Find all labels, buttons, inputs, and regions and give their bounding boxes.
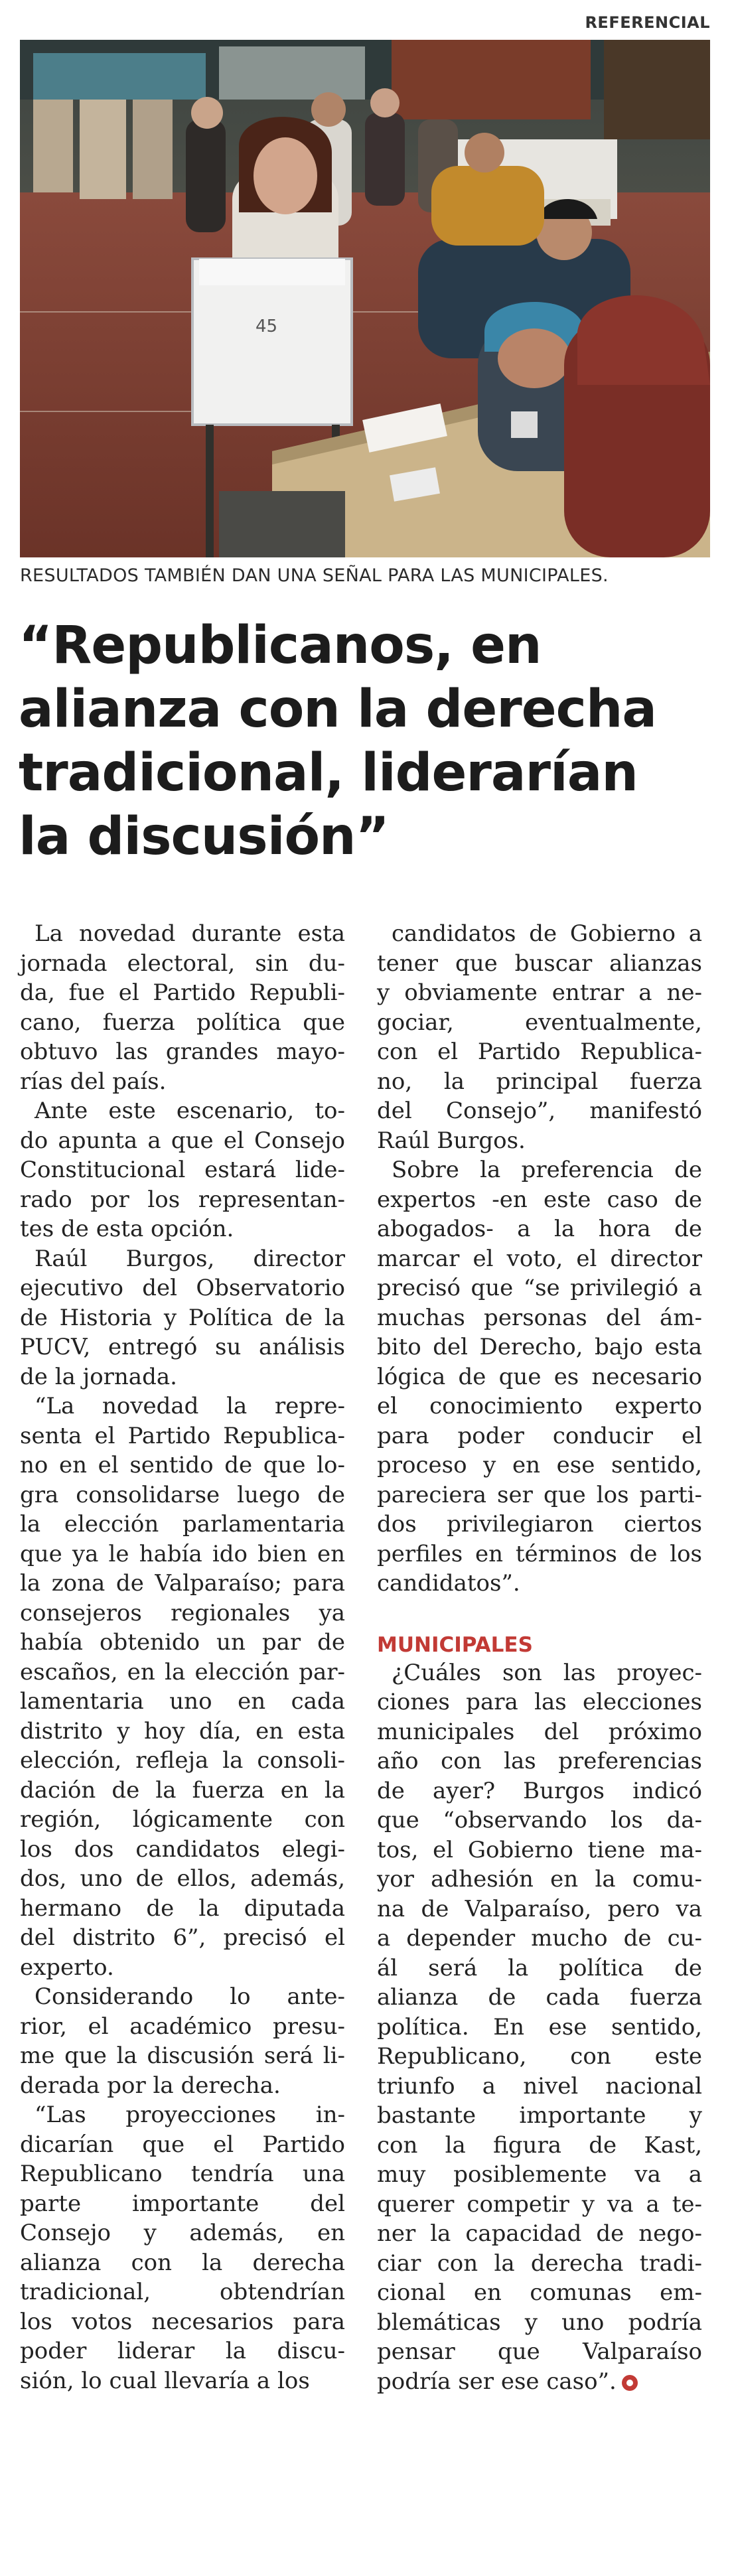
text-line: muchas personas del ám-	[377, 1304, 702, 1331]
text-line: los dos candidatos elegi-	[20, 1835, 345, 1863]
headline-line: alianza con la derecha	[19, 680, 656, 739]
article-paragraph	[20, 1096, 345, 1244]
text-line: región, lógicamente con	[20, 1806, 345, 1833]
text-line: abogados- a la hora de	[377, 1216, 702, 1242]
text-line: consejeros regionales ya	[20, 1599, 345, 1626]
text-line: distrito y hoy día, en esta	[20, 1717, 345, 1745]
text-line: “La novedad la repre-	[35, 1393, 345, 1419]
text-line: y obviamente entrar a ne-	[377, 979, 702, 1006]
text-line: a depender mucho de cu-	[377, 1925, 702, 1952]
text-line: de Historia y Política de la	[20, 1304, 345, 1331]
text-line: Raúl Burgos, director	[35, 1245, 345, 1272]
section-subhead: MUNICIPALES	[377, 1632, 533, 1657]
text-line: rías del país.	[20, 1068, 167, 1095]
text-line: Considerando lo ante-	[35, 1983, 345, 2010]
text-line: la zona de Valparaíso; para	[20, 1570, 345, 1597]
text-line: muy posiblemente va a	[377, 2161, 702, 2188]
text-line: cional en comunas em-	[377, 2279, 702, 2306]
text-line: Republicano, con este	[377, 2043, 702, 2070]
text-line: da, fue el Partido Republi-	[20, 979, 345, 1006]
article-column-right	[377, 919, 702, 2396]
text-line: con el Partido Republica-	[377, 1038, 702, 1065]
text-line: lamentaria uno en cada	[20, 1688, 345, 1715]
text-line: bito del Derecho, bajo esta	[377, 1334, 702, 1360]
text-line: no, la principal fuerza	[377, 1068, 702, 1095]
headline-line: tradicional, liderarían	[19, 743, 638, 803]
ballot-box-number: 45	[256, 317, 278, 336]
text-line: La novedad durante esta	[35, 920, 345, 947]
text-line: rior, el académico presu-	[20, 2013, 345, 2040]
text-line: na de Valparaíso, pero va	[377, 1895, 702, 1922]
article-paragraph	[20, 2100, 345, 2396]
text-line: tos, el Gobierno tiene ma-	[377, 1836, 702, 1863]
text-line: ejecutivo del Observatorio	[20, 1275, 345, 1301]
text-line: hermano de la diputada	[20, 1895, 345, 1922]
polling-station-photo	[20, 40, 710, 557]
article-paragraph	[377, 1658, 702, 2397]
text-line: gociar, eventualmente,	[377, 1009, 702, 1036]
text-line: marcar el voto, el director	[377, 1245, 702, 1272]
text-line: de ayer? Burgos indicó	[377, 1777, 702, 1804]
photo-caption: RESULTADOS TAMBIÉN DAN UNA SEÑAL PARA LAS MUNICIPALES.	[20, 565, 609, 586]
text-line: tradicional, obtendrían	[20, 2279, 345, 2305]
text-line: escaños, en la elección par-	[20, 1658, 345, 1685]
text-line: podría ser ese caso”.	[377, 2367, 702, 2397]
text-line: del Consejo”, manifestó	[377, 1098, 702, 1124]
text-line: política. En ese sentido,	[377, 2013, 702, 2040]
text-line: había obtenido un par de	[20, 1629, 345, 1656]
text-line: dos, uno de ellos, además,	[20, 1865, 345, 1892]
text-line: que “observando los da-	[377, 1807, 702, 1833]
text-line: jornada electoral, sin du-	[20, 950, 345, 977]
text-line: proceso y en ese sentido,	[377, 1452, 702, 1478]
text-line: año con las preferencias	[377, 1748, 702, 1774]
text-line: derada por la derecha.	[20, 2072, 281, 2099]
source-label: REFERENCIAL	[585, 13, 710, 32]
text-line: dos privilegiaron ciertos	[377, 1511, 702, 1538]
text-line: blemáticas y uno podría	[377, 2309, 702, 2336]
text-line: perfiles en términos de los	[377, 1540, 702, 1567]
text-line: parte importante del	[20, 2190, 345, 2217]
text-line: gra consolidarse luego de	[20, 1481, 345, 1508]
text-line: los votos necesarios para	[20, 2308, 345, 2335]
text-line: ciar con la derecha tradi-	[377, 2250, 702, 2277]
text-line: bastante importante y	[377, 2102, 702, 2129]
text-line: dicarían que el Partido	[20, 2131, 345, 2158]
text-line: tes de esta opción.	[20, 1216, 234, 1242]
text-line: ál será la política de	[377, 1954, 702, 1981]
text-line: Consejo y además, en	[20, 2220, 345, 2246]
text-line: experto.	[20, 1954, 114, 1981]
text-line: querer competir y va a te-	[377, 2190, 702, 2218]
text-line: expertos -en este caso de	[377, 1186, 702, 1213]
text-line: elección, refleja la consoli-	[20, 1747, 345, 1774]
text-line: yor adhesión en la comu-	[377, 1866, 702, 1893]
text-line: do apunta a que el Consejo	[20, 1127, 345, 1154]
text-line: lógica de que es necesario	[377, 1363, 702, 1390]
text-line: dación de la fuerza en la	[20, 1776, 345, 1804]
text-line: Republicano tendría una	[20, 2161, 345, 2187]
article-column-right-top	[377, 919, 702, 1599]
text-line: la elección parlamentaria	[20, 1511, 345, 1538]
headline-line: “Republicanos, en	[19, 616, 542, 676]
text-line: para poder conducir el	[377, 1422, 702, 1449]
text-line: que ya le había ido bien en	[20, 1540, 345, 1567]
article-column-left	[20, 919, 345, 2396]
text-line: municipales del próximo	[377, 1718, 702, 1745]
headline-line: la discusión”	[19, 807, 389, 867]
text-line: “Las proyecciones in-	[35, 2102, 345, 2128]
text-line: sión, lo cual llevaría a los	[20, 2367, 310, 2394]
article-paragraph	[20, 919, 345, 1096]
text-line: de la jornada.	[20, 1363, 177, 1390]
text-line: no en el sentido de que lo-	[20, 1452, 345, 1478]
article-paragraph	[377, 919, 702, 1155]
article-end-icon	[622, 2375, 638, 2391]
text-line: senta el Partido Republica-	[20, 1422, 345, 1449]
text-line: me que la discusión será li-	[20, 2042, 345, 2069]
article-paragraph	[20, 1982, 345, 2100]
text-line: candidatos de Gobierno a	[392, 920, 702, 947]
text-line: Constitucional estará lide-	[20, 1157, 345, 1183]
text-line: pensar que Valparaíso	[377, 2338, 702, 2365]
text-line: PUCV, entregó su análisis	[20, 1334, 345, 1360]
text-line: ¿Cuáles son las proyec-	[392, 1659, 702, 1686]
text-line: alianza con la derecha	[20, 2249, 345, 2276]
news-photo	[20, 40, 710, 557]
headline	[19, 614, 715, 869]
text-line: con la figura de Kast,	[377, 2131, 702, 2159]
text-line: Ante este escenario, to-	[35, 1098, 345, 1124]
text-line: ner la capacidad de nego-	[377, 2220, 702, 2247]
text-line: obtuvo las grandes mayo-	[20, 1038, 345, 1065]
text-line: poder liderar la discu-	[20, 2338, 345, 2364]
text-line: triunfo a nivel nacional	[377, 2072, 702, 2100]
text-line: Sobre la preferencia de	[392, 1157, 702, 1183]
article-column-right-bottom	[377, 1658, 702, 2397]
article-paragraph	[377, 1155, 702, 1599]
text-line: rado por los representan-	[20, 1186, 345, 1213]
text-line: candidatos”.	[377, 1570, 520, 1597]
text-line: alianza de cada fuerza	[377, 1984, 702, 2011]
text-line: el conocimiento experto	[377, 1393, 702, 1419]
text-line: cano, fuerza política que	[20, 1009, 345, 1036]
article-paragraph	[20, 1392, 345, 1982]
text-line: tener que buscar alianzas	[377, 950, 702, 977]
article-paragraph	[20, 1244, 345, 1392]
text-line: ciones para las elecciones	[377, 1689, 702, 1715]
text-line: pareciera ser que los parti-	[377, 1481, 702, 1508]
text-line: del distrito 6”, precisó el	[20, 1924, 345, 1951]
text-line: Raúl Burgos.	[377, 1127, 526, 1154]
text-line: precisó que “se privilegió a	[377, 1275, 702, 1301]
